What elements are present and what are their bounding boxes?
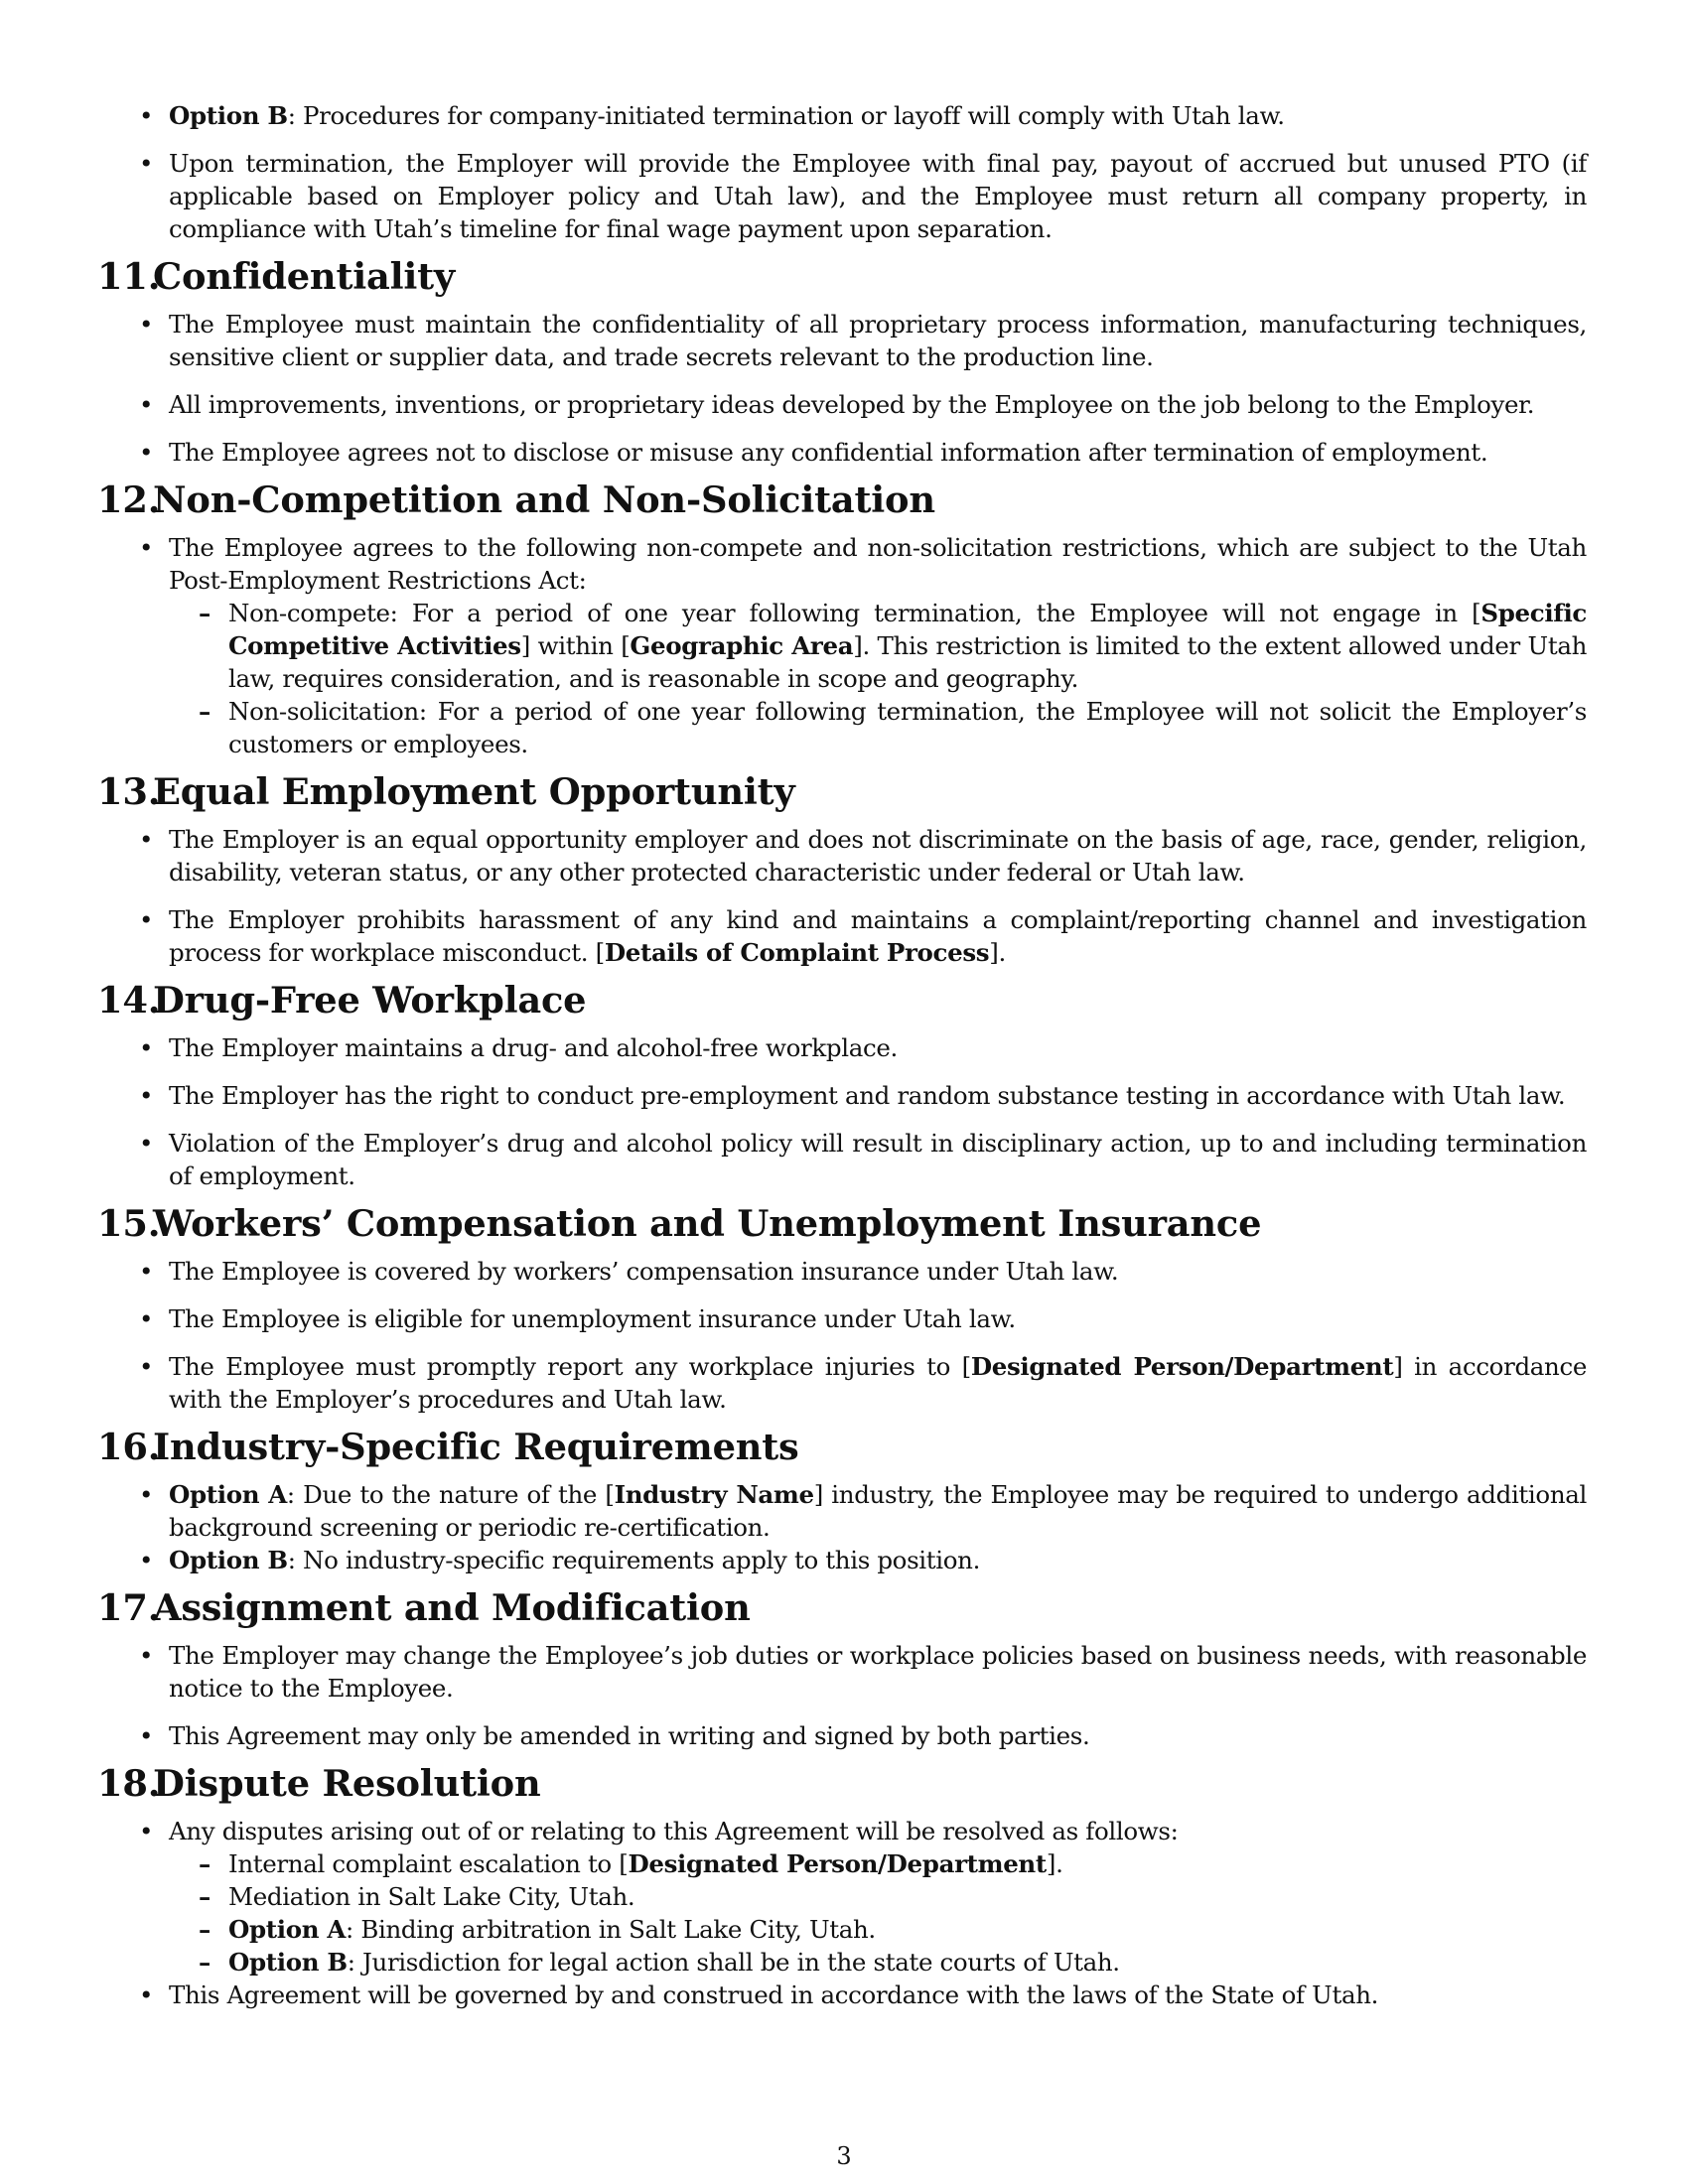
drug-free-list — [97, 1031, 1587, 1192]
page-number: 3 — [836, 2142, 852, 2170]
list-item: • This Agreement may only be amended in writing and signed by both parties. — [169, 1719, 1587, 1752]
list-item: • Option A: Due to the nature of the [Industry Name] industry, the Employee may be required to undergo additional background screening or periodic re-certification. — [169, 1478, 1587, 1544]
list-item: • The Employee must promptly report any workplace injuries to [Designated Person/Department] in accordance with the Employer’s procedures and Utah law. — [169, 1350, 1587, 1416]
non-competition-list — [97, 531, 1587, 760]
restrictions-sublist — [169, 597, 1587, 760]
sublist-item: – Option A: Binding arbitration in Salt Lake City, Utah. — [228, 1913, 1587, 1946]
section-heading-15: 15.Workers’ Compensation and Unemployment Insurance — [97, 1201, 1262, 1245]
list-item: • The Employee agrees to the following non-compete and non-solicitation restrictions, which are subject to the Utah Post-Employment Restrictions Act: – Non-compete: For a period of one year following termination, the Employee will not engage in [Specific Competitive Activities] within [Geographic Area]. This restriction is limited to the extent allowed under Utah law, requires consideration, and is reasonable in scope and geography. – Non-solicitation: For a period of one year following termination, the Employee will not solicit the Employer’s customers or employees. — [169, 531, 1587, 760]
sublist-item: – Non-compete: For a period of one year following termination, the Employee will not engage in [Specific Competitive Activities] within [Geographic Area]. This restriction is limited to the extent allowed under Utah law, requires consideration, and is reasonable in scope and geography. — [228, 597, 1587, 695]
list-item: • Option B: Procedures for company-initiated termination or layoff will comply with Utah law. — [169, 99, 1587, 132]
assignment-list — [97, 1639, 1587, 1752]
list-item: • The Employer has the right to conduct pre-employment and random substance testing in accordance with Utah law. — [169, 1079, 1587, 1112]
list-item: • This Agreement will be governed by and construed in accordance with the laws of the State of Utah. — [169, 1979, 1587, 2011]
section-heading-13: 13.Equal Employment Opportunity — [97, 769, 795, 813]
section-heading-14: 14.Drug-Free Workplace — [97, 978, 587, 1022]
sublist-item: – Option B: Jurisdiction for legal action shall be in the state courts of Utah. — [228, 1946, 1587, 1979]
list-item: • All improvements, inventions, or proprietary ideas developed by the Employee on the job belong to the Employer. — [169, 388, 1587, 421]
sublist-item: – Internal complaint escalation to [Designated Person/Department]. — [228, 1847, 1587, 1880]
dispute-resolution-list — [97, 1815, 1587, 2011]
termination-continuation-list — [97, 99, 1587, 245]
list-item: • Any disputes arising out of or relating to this Agreement will be resolved as follows: – Internal complaint escalation to [Designated Person/Department]. – Mediation in Salt Lake City, Utah. – Option A: Binding arbitration in Salt Lake City, Utah. – Option B: Jurisdiction for legal action shall be in the state courts of Utah. — [169, 1815, 1587, 1979]
list-item: • The Employer maintains a drug- and alcohol-free workplace. — [169, 1031, 1587, 1064]
list-item: • The Employer is an equal opportunity employer and does not discriminate on the basis of age, race, gender, religion, disability, veteran status, or any other protected characteristic under federal or Utah law. — [169, 823, 1587, 888]
section-heading-18: 18.Dispute Resolution — [97, 1761, 541, 1805]
list-item: • The Employee is eligible for unemployment insurance under Utah law. — [169, 1302, 1587, 1335]
list-item: • The Employee must maintain the confidentiality of all proprietary process information, manufacturing techniques, sensitive client or supplier data, and trade secrets relevant to the production line. — [169, 308, 1587, 373]
list-item: • The Employer may change the Employee’s job duties or workplace policies based on business needs, with reasonable notice to the Employee. — [169, 1639, 1587, 1705]
equal-opportunity-list — [97, 823, 1587, 969]
list-item: • The Employee is covered by workers’ compensation insurance under Utah law. — [169, 1255, 1587, 1288]
workers-comp-list — [97, 1255, 1587, 1416]
list-item: • The Employee agrees not to disclose or misuse any confidential information after termination of employment. — [169, 436, 1587, 469]
sublist-item: – Non-solicitation: For a period of one year following termination, the Employee will not solicit the Employer’s customers or employees. — [228, 695, 1587, 760]
list-item: • Upon termination, the Employer will provide the Employee with final pay, payout of accrued but unused PTO (if applicable based on Employer policy and Utah law), and the Employee must return all company property, in compliance with Utah’s timeline for final wage payment upon separation. — [169, 147, 1587, 245]
list-item: • Violation of the Employer’s drug and alcohol policy will result in disciplinary action, up to and including termination of employment. — [169, 1127, 1587, 1192]
section-heading-11: 11.Confidentiality — [97, 254, 456, 298]
confidentiality-list — [97, 308, 1587, 469]
industry-requirements-list — [97, 1478, 1587, 1576]
section-heading-17: 17.Assignment and Modification — [97, 1585, 751, 1629]
list-item: • The Employer prohibits harassment of any kind and maintains a complaint/reporting channel and investigation process for workplace misconduct. [Details of Complaint Process]. — [169, 903, 1587, 969]
list-item: • Option B: No industry-specific requirements apply to this position. — [169, 1544, 1587, 1576]
section-heading-12: 12.Non-Competition and Non-Solicitation — [97, 478, 935, 521]
sublist-item: – Mediation in Salt Lake City, Utah. — [228, 1880, 1587, 1913]
dispute-steps-sublist — [169, 1847, 1587, 1979]
section-heading-16: 16.Industry-Specific Requirements — [97, 1425, 799, 1468]
document-body — [97, 99, 1587, 2011]
